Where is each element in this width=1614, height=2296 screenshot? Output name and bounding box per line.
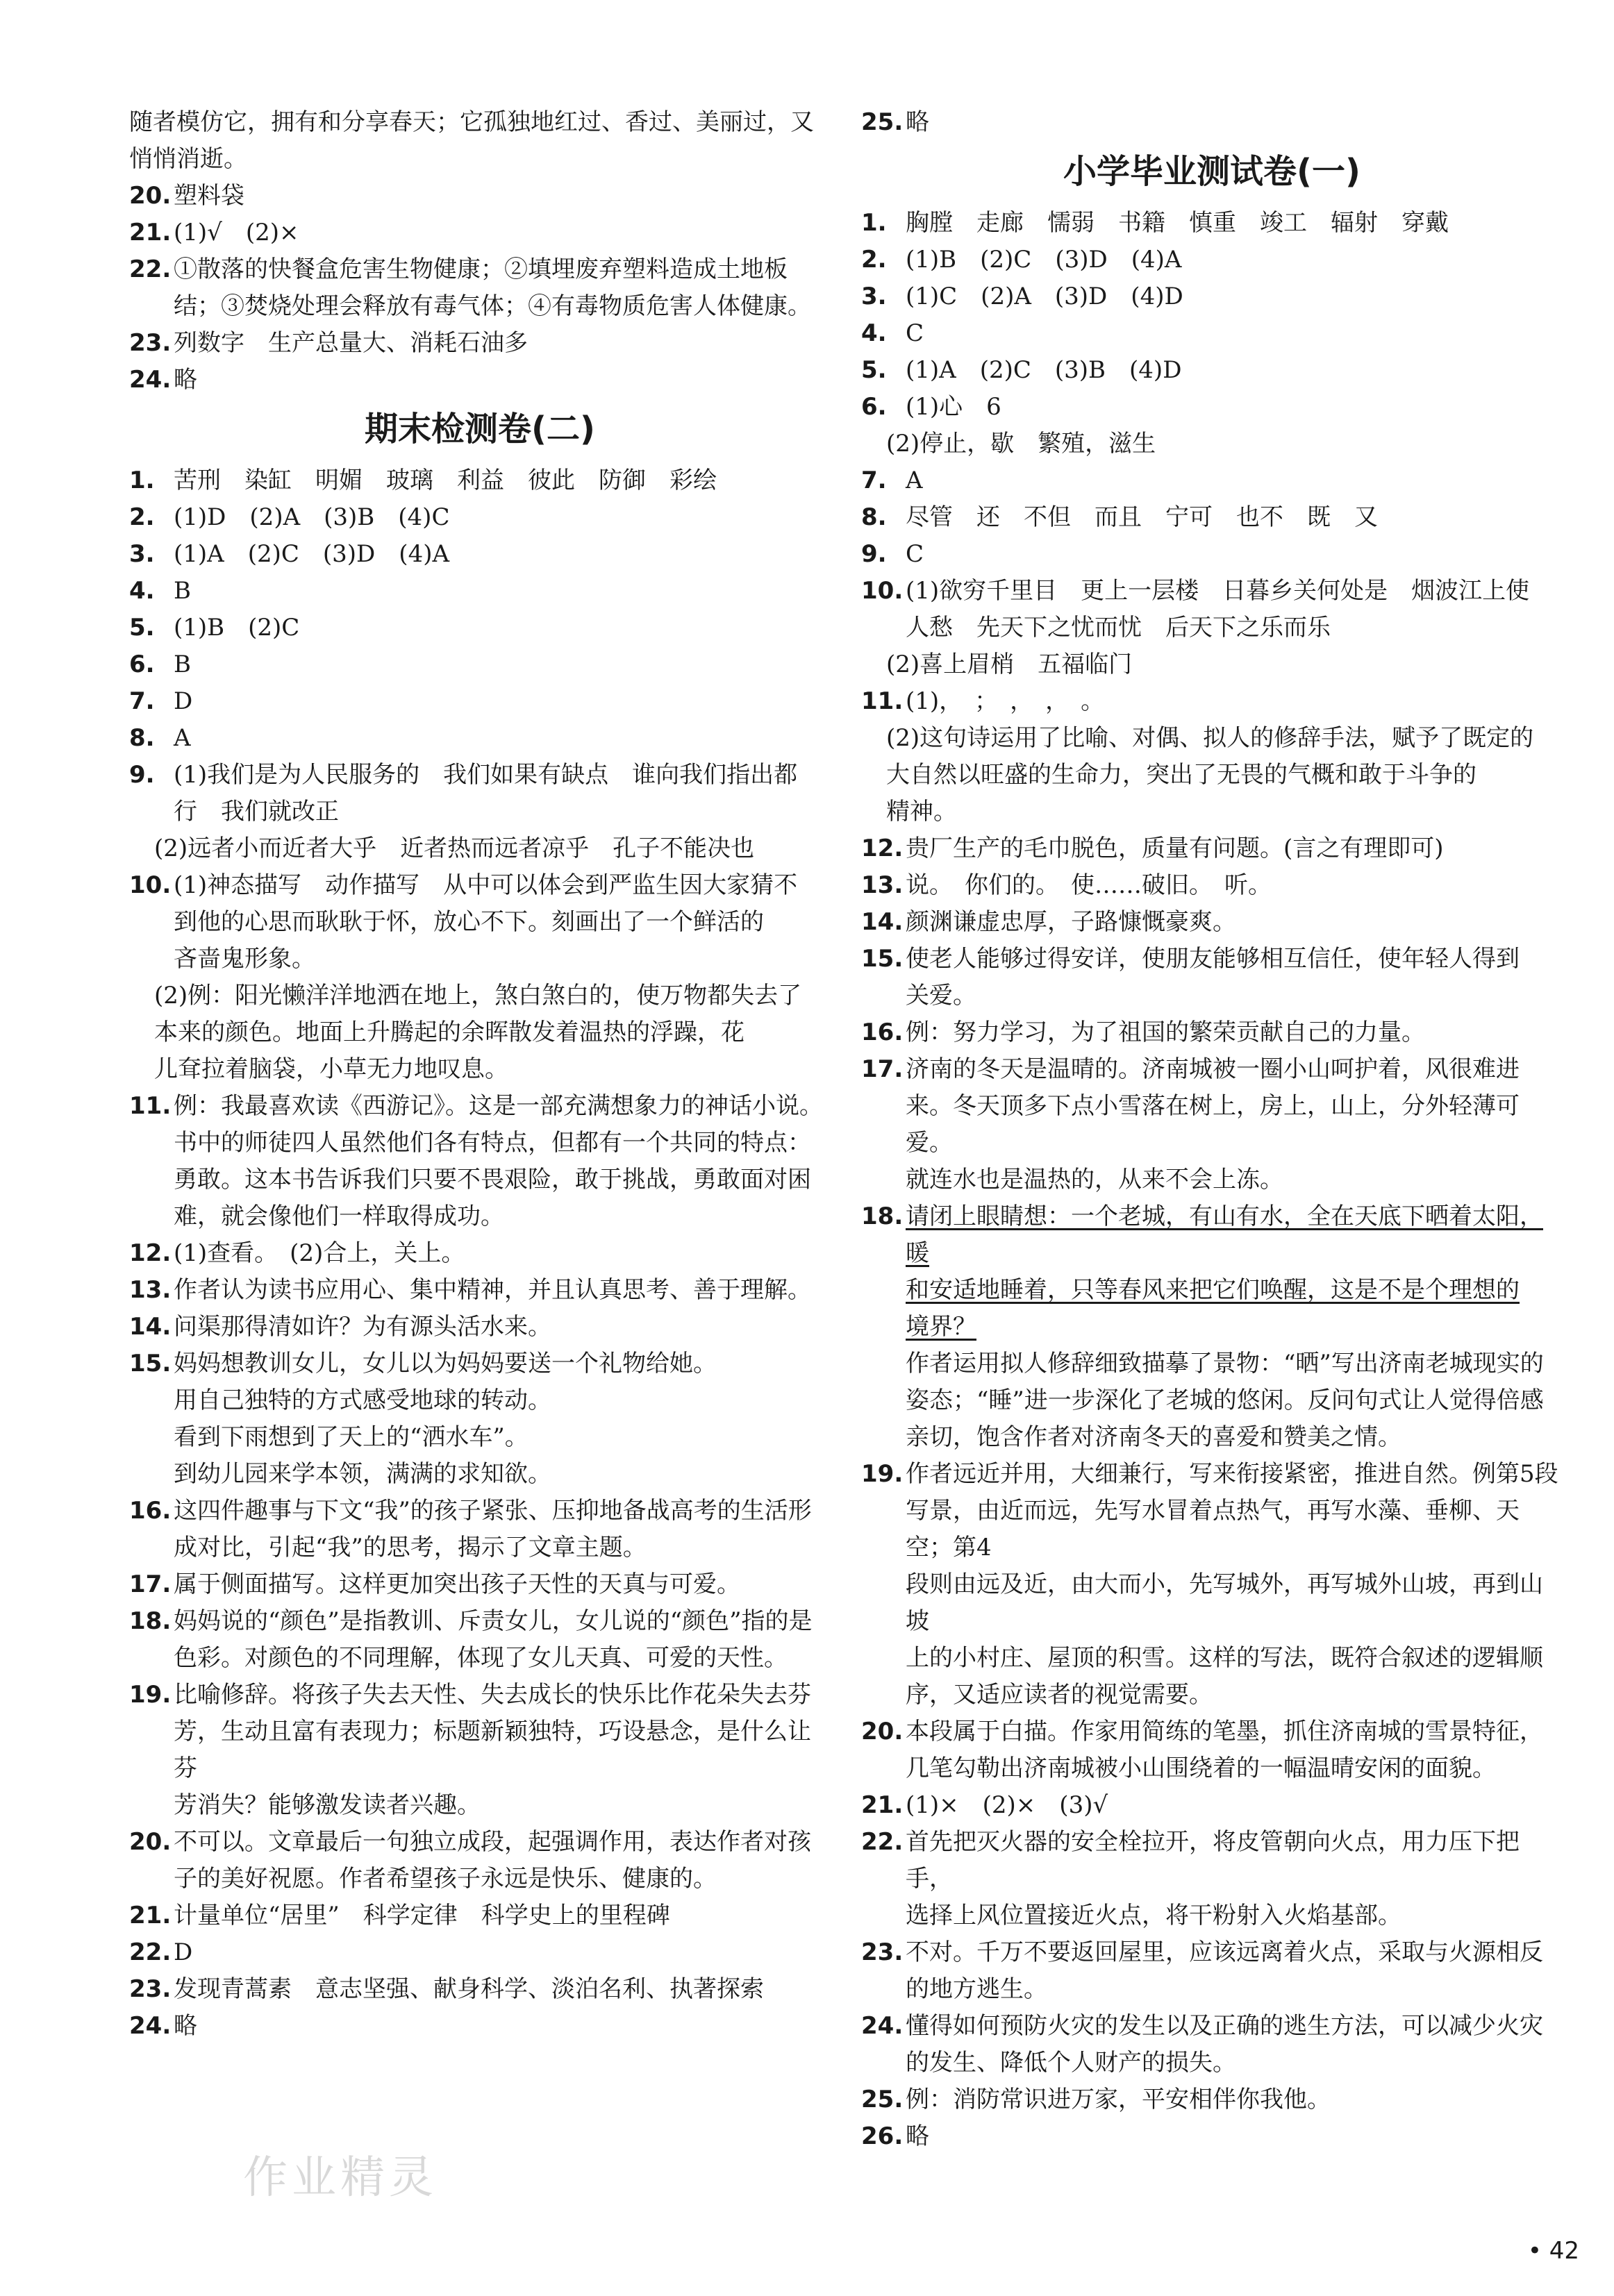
answer-item bbox=[129, 720, 831, 757]
answer-line: 略 bbox=[174, 2012, 197, 2040]
answer-item bbox=[129, 325, 831, 362]
answer-item bbox=[129, 1272, 831, 1309]
answer-item bbox=[129, 1824, 831, 1897]
answer-item bbox=[861, 1051, 1563, 1198]
answer-line: 胸膛 走廊 懦弱 书籍 慎重 竣工 辐射 穿戴 bbox=[906, 209, 1449, 237]
answer-line: 勇敢。这本书告诉我们只要不畏艰险，敢于挑战，勇敢面对困 bbox=[174, 1166, 811, 1193]
answer-line: 作者运用拟人修辞细致描摹了景物：“晒”写出济南老城现实的 bbox=[906, 1350, 1544, 1377]
continued-text bbox=[129, 104, 831, 178]
answer-line: 写景，由近而远，先写水冒着点热气，再写水藻、垂柳、天空；第4 bbox=[906, 1497, 1520, 1561]
question-number: 18. bbox=[129, 1607, 172, 1635]
answer-line: 精神。 bbox=[886, 798, 957, 826]
answer-item bbox=[861, 573, 1563, 683]
question-number: 6. bbox=[129, 651, 155, 678]
answer-item bbox=[129, 251, 831, 325]
answer-line: (1)我们是为人民服务的 我们如果有缺点 谁向我们指出都 bbox=[174, 761, 798, 789]
question-number: 2. bbox=[861, 246, 887, 274]
answer-line: (1)欲穷千里目 更上一层楼 日暮乡关何处是 烟波江上使 bbox=[906, 577, 1530, 605]
answer-line: 贵厂生产的毛巾脱色，质量有问题。(言之有理即可) bbox=[906, 835, 1444, 862]
answer-item bbox=[861, 1456, 1563, 1713]
question-number: 18. bbox=[861, 1203, 904, 1230]
answer-line: (1)心 6 bbox=[906, 393, 1001, 421]
section-title-final-exam-2: 期末检测卷(二) bbox=[365, 410, 595, 449]
sub-answer bbox=[886, 720, 1563, 830]
answer-item bbox=[861, 2008, 1563, 2081]
question-number: 14. bbox=[129, 1313, 172, 1341]
answer-line: (2)例：阳光懒洋洋地洒在地上，煞白煞白的，使万物都失去了 bbox=[154, 982, 802, 1009]
answer-line: 序，又适应读者的视觉需要。 bbox=[906, 1681, 1213, 1709]
question-number: 11. bbox=[129, 1092, 172, 1120]
answer-item bbox=[861, 205, 1563, 242]
answer-line: 和安适地睡着，只等春风来把它们唤醒，这是不是个理想的 bbox=[906, 1276, 1520, 1304]
question-number: 10. bbox=[129, 871, 172, 899]
answer-line: 结；③焚烧处理会释放有毒气体；④有毒物质危害人体健康。 bbox=[174, 292, 811, 320]
answer-item bbox=[129, 1235, 831, 1272]
answer-item bbox=[861, 389, 1563, 462]
answer-line: 人愁 先天下之忧而忧 后天下之乐而乐 bbox=[906, 614, 1331, 642]
question-number: 13. bbox=[861, 871, 904, 899]
answer-line: 来。冬天顶多下点小雪落在树上，房上，山上，分外轻薄可爱。 bbox=[906, 1092, 1520, 1157]
right-column bbox=[861, 104, 1563, 2155]
answer-line: ①散落的快餐盒危害生物健康；②填埋废弃塑料造成土地板 bbox=[174, 255, 788, 283]
answer-item bbox=[129, 2008, 831, 2045]
answer-line: 尽管 还 不但 而且 宁可 也不 既 又 bbox=[906, 503, 1378, 531]
sub-answer bbox=[886, 426, 1563, 462]
answer-item bbox=[861, 278, 1563, 315]
answer-line: 苦刑 染缸 明媚 玻璃 利益 彼此 防御 彩绘 bbox=[174, 467, 717, 494]
question-number: 3. bbox=[861, 283, 887, 310]
answer-line: B bbox=[174, 651, 191, 678]
answer-line: (1)， ； ， ， 。 bbox=[906, 687, 1105, 715]
answer-line: 成对比，引起“我”的思考，揭示了文章主题。 bbox=[174, 1534, 647, 1561]
answer-item bbox=[861, 830, 1563, 867]
continued-line: 随者模仿它，拥有和分享春天；它孤独地红过、香过、美丽过，又 bbox=[129, 108, 814, 136]
answer-item bbox=[861, 1198, 1563, 1456]
answer-item bbox=[129, 1493, 831, 1566]
answer-item bbox=[129, 1566, 831, 1603]
answer-line: 儿耷拉着脑袋，小草无力地叹息。 bbox=[154, 1055, 508, 1083]
question-number: 22. bbox=[129, 1938, 172, 1966]
question-number: 21. bbox=[129, 1902, 172, 1929]
answer-item bbox=[129, 867, 831, 1088]
answer-line: 本段属于白描。作家用简练的笔墨，抓住济南城的雪景特征， bbox=[906, 1718, 1543, 1745]
question-number: 25. bbox=[861, 108, 904, 136]
question-number: 22. bbox=[129, 255, 172, 283]
question-number: 1. bbox=[129, 467, 155, 494]
previous-answers bbox=[129, 178, 831, 399]
question-number: 7. bbox=[129, 687, 155, 715]
previous-answers bbox=[861, 104, 1563, 141]
answer-line: 到他的心思而耿耿于怀，放心不下。刻画出了一个鲜活的 bbox=[174, 908, 764, 936]
answer-line: 大自然以旺盛的生命力，突出了无畏的气概和敢于斗争的 bbox=[886, 761, 1476, 789]
answer-item bbox=[861, 867, 1563, 904]
sub-answer bbox=[154, 830, 831, 867]
answer-item bbox=[861, 536, 1563, 573]
answer-line: C bbox=[906, 319, 924, 347]
answer-line: 作者远近并用，大细兼行，写来衔接紧密，推进自然。例第5段 bbox=[906, 1460, 1558, 1488]
answer-line: 到幼儿园来学本领，满满的求知欲。 bbox=[174, 1460, 551, 1488]
answer-item bbox=[129, 1677, 831, 1824]
answer-item bbox=[861, 904, 1563, 941]
answer-item bbox=[129, 757, 831, 867]
question-number: 8. bbox=[129, 724, 155, 752]
answer-item bbox=[129, 1346, 831, 1493]
answer-line: (1)D (2)A (3)B (4)C bbox=[174, 503, 450, 531]
question-number: 12. bbox=[861, 835, 904, 862]
answer-line: 选择上风位置接近火点，将干粉射入火焰基部。 bbox=[906, 1902, 1401, 1929]
answer-line: 使老人能够过得安详，使朋友能够相互信任，使年轻人得到 bbox=[906, 945, 1520, 973]
answer-line: 几笔勾勒出济南城被小山围绕着的一幅温晴安闲的面貌。 bbox=[906, 1754, 1496, 1782]
question-number: 26. bbox=[861, 2122, 904, 2150]
answer-item bbox=[861, 315, 1563, 352]
answer-line: (2)远者小而近者大乎 近者热而远者凉乎 孔子不能决也 bbox=[154, 835, 755, 862]
answer-line: 芳消失？能够激发读者兴趣。 bbox=[174, 1791, 481, 1819]
question-number: 21. bbox=[861, 1791, 904, 1819]
question-number: 16. bbox=[129, 1497, 172, 1525]
answer-line: 妈妈说的“颜色”是指教训、斥责女儿，女儿说的“颜色”指的是 bbox=[174, 1607, 813, 1635]
answer-line: 不可以。文章最后一句独立成段，起强调作用，表达作者对孩 bbox=[174, 1828, 811, 1856]
answer-line: 色彩。对颜色的不同理解，体现了女儿天真、可爱的天性。 bbox=[174, 1644, 788, 1672]
answer-line: (1)√ (2)× bbox=[174, 219, 299, 246]
answer-line: C bbox=[906, 540, 924, 568]
answer-item bbox=[861, 1713, 1563, 1787]
sub-answer bbox=[154, 978, 831, 1088]
question-number: 22. bbox=[861, 1828, 904, 1856]
question-number: 9. bbox=[861, 540, 887, 568]
answer-item bbox=[129, 215, 831, 251]
answer-item bbox=[861, 1014, 1563, 1051]
question-number: 17. bbox=[861, 1055, 904, 1083]
answer-line: 作者认为读书应用心、集中精神，并且认真思考、善于理解。 bbox=[174, 1276, 811, 1304]
answer-item bbox=[861, 2081, 1563, 2118]
question-number: 20. bbox=[861, 1718, 904, 1745]
answer-item bbox=[129, 683, 831, 720]
answer-item bbox=[129, 499, 831, 536]
answer-line: 妈妈想教训女儿，女儿以为妈妈要送一个礼物给她。 bbox=[174, 1350, 717, 1377]
question-number: 25. bbox=[861, 2086, 904, 2113]
question-number: 24. bbox=[861, 2012, 904, 2040]
answer-line: 芳，生动且富有表现力；标题新颖独特，巧设悬念，是什么让芬 bbox=[174, 1718, 811, 1782]
answer-item bbox=[861, 1934, 1563, 2008]
answer-item bbox=[129, 646, 831, 683]
answer-item bbox=[129, 462, 831, 499]
answer-line: 书中的师徒四人虽然他们各有特点，但都有一个共同的特点： bbox=[174, 1129, 811, 1157]
answer-item bbox=[861, 104, 1563, 141]
answer-line: (1)A (2)C (3)B (4)D bbox=[906, 356, 1182, 384]
question-number: 24. bbox=[129, 366, 172, 394]
question-number: 10. bbox=[861, 577, 904, 605]
answer-line: A bbox=[174, 724, 191, 752]
question-number: 23. bbox=[861, 1938, 904, 1966]
answer-line: 例：努力学习，为了祖国的繁荣贡献自己的力量。 bbox=[906, 1019, 1425, 1046]
answer-item bbox=[129, 362, 831, 399]
answer-item bbox=[129, 1603, 831, 1677]
question-number: 3. bbox=[129, 540, 155, 568]
question-number: 5. bbox=[129, 614, 155, 642]
answer-list bbox=[861, 205, 1563, 2155]
question-number: 11. bbox=[861, 687, 904, 715]
answer-line: 的地方逃生。 bbox=[906, 1975, 1047, 2003]
answer-item bbox=[129, 1971, 831, 2008]
question-number: 2. bbox=[129, 503, 155, 531]
question-number: 14. bbox=[861, 908, 904, 936]
question-number: 9. bbox=[129, 761, 155, 789]
answer-item bbox=[861, 242, 1563, 278]
answer-line: 亲切，饱含作者对济南冬天的喜爱和赞美之情。 bbox=[906, 1423, 1401, 1451]
answer-line: (1)查看。 (2)合上，关上。 bbox=[174, 1239, 465, 1267]
answer-item bbox=[129, 573, 831, 610]
question-number: 23. bbox=[129, 1975, 172, 2003]
answer-line: (1)B (2)C (3)D (4)A bbox=[906, 246, 1182, 274]
left-column bbox=[129, 104, 831, 2045]
question-number: 20. bbox=[129, 182, 172, 210]
answer-line: (2)这句诗运用了比喻、对偶、拟人的修辞手法，赋予了既定的 bbox=[886, 724, 1534, 752]
question-number: 4. bbox=[861, 319, 887, 347]
answer-line: 略 bbox=[906, 108, 929, 136]
answer-line: B bbox=[174, 577, 191, 605]
answer-line: 这四件趣事与下文“我”的孩子紧张、压抑地备战高考的生活形 bbox=[174, 1497, 812, 1525]
question-number: 16. bbox=[861, 1019, 904, 1046]
section-title-graduation-test-1: 小学毕业测试卷(一) bbox=[1063, 152, 1361, 191]
question-number: 8. bbox=[861, 503, 887, 531]
question-number: 21. bbox=[129, 219, 172, 246]
answer-item bbox=[129, 1897, 831, 1934]
answer-line: 颜渊谦虚忠厚，子路慷慨豪爽。 bbox=[906, 908, 1236, 936]
answer-line: (1)B (2)C bbox=[174, 614, 300, 642]
question-number: 20. bbox=[129, 1828, 172, 1856]
answer-line: 比喻修辞。将孩子失去天性、失去成长的快乐比作花朵失去芬 bbox=[174, 1681, 811, 1709]
answer-line: 不对。千万不要返回屋里，应该远离着火点，采取与火源相反 bbox=[906, 1938, 1543, 1966]
answer-line: D bbox=[174, 1938, 193, 1966]
answer-item bbox=[861, 499, 1563, 536]
answer-line: 上的小村庄、屋顶的积雪。这样的写法，既符合叙述的逻辑顺 bbox=[906, 1644, 1543, 1672]
answer-line: 姿态；“睡”进一步深化了老城的悠闲。反问句式让人觉得倍感 bbox=[906, 1386, 1544, 1414]
answer-line: (2)喜上眉梢 五福临门 bbox=[886, 651, 1133, 678]
answer-item bbox=[861, 1824, 1563, 1934]
answer-line: 例：我最喜欢读《西游记》。这是一部充满想象力的神话小说。 bbox=[174, 1092, 823, 1120]
answer-line: 列数字 生产总量大、消耗石油多 bbox=[174, 329, 528, 357]
question-number: 4. bbox=[129, 577, 155, 605]
answer-line: 首先把灭火器的安全栓拉开，将皮管朝向火点，用力压下把手， bbox=[906, 1828, 1520, 1893]
page-number: • 42 bbox=[1527, 2237, 1579, 2265]
answer-line: 本来的颜色。地面上升腾起的余晖散发着温热的浮躁，花 bbox=[154, 1019, 744, 1046]
answer-item bbox=[861, 1787, 1563, 1824]
answer-line: D bbox=[174, 687, 193, 715]
answer-line: 例：消防常识进万家，平安相伴你我他。 bbox=[906, 2086, 1331, 2113]
question-number: 24. bbox=[129, 2012, 172, 2040]
answer-list bbox=[129, 462, 831, 2045]
question-number: 13. bbox=[129, 1276, 172, 1304]
answer-item bbox=[861, 462, 1563, 499]
answer-item bbox=[861, 352, 1563, 389]
question-number: 6. bbox=[861, 393, 887, 421]
answer-line: (1)A (2)C (3)D (4)A bbox=[174, 540, 450, 568]
answer-line: (1)× (2)× (3)√ bbox=[906, 1791, 1108, 1819]
answer-line: A bbox=[906, 467, 923, 494]
question-number: 7. bbox=[861, 467, 887, 494]
answer-item bbox=[861, 683, 1563, 830]
answer-line: 说。 你们的。 使……破旧。 听。 bbox=[906, 871, 1272, 899]
answer-line: 难，就会像他们一样取得成功。 bbox=[174, 1203, 504, 1230]
answer-line: 段则由远及近，由大而小，先写城外，再写城外山坡，再到山坡 bbox=[906, 1570, 1543, 1635]
answer-item bbox=[129, 610, 831, 646]
answer-item bbox=[129, 1309, 831, 1346]
question-number: 12. bbox=[129, 1239, 172, 1267]
answer-line: 关爱。 bbox=[906, 982, 976, 1009]
answer-line: (2)停止，歇 繁殖，滋生 bbox=[886, 430, 1156, 458]
answer-line: 就连水也是温热的，从来不会上冻。 bbox=[906, 1166, 1283, 1193]
question-number: 19. bbox=[861, 1460, 904, 1488]
question-number: 15. bbox=[861, 945, 904, 973]
answer-item bbox=[861, 2118, 1563, 2155]
answer-line: 请闭上眼睛想：一个老城，有山有水，全在天底下晒着太阳，暖 bbox=[906, 1203, 1543, 1267]
answer-line: 略 bbox=[174, 366, 197, 394]
question-number: 5. bbox=[861, 356, 887, 384]
answer-item bbox=[129, 178, 831, 215]
answer-line: 行 我们就改正 bbox=[174, 798, 339, 826]
answer-item bbox=[129, 536, 831, 573]
watermark: 作业精灵 bbox=[243, 2152, 438, 2204]
answer-item bbox=[129, 1934, 831, 1971]
answer-line: 吝啬鬼形象。 bbox=[174, 945, 315, 973]
question-number: 15. bbox=[129, 1350, 172, 1377]
answer-line: 问渠那得清如许？为有源头活水来。 bbox=[174, 1313, 551, 1341]
answer-line: 发现青蒿素 意志坚强、献身科学、淡泊名利、执著探索 bbox=[174, 1975, 764, 2003]
continued-line: 悄悄消逝。 bbox=[129, 145, 247, 173]
answer-line: 塑料袋 bbox=[174, 182, 244, 210]
answer-line: 看到下雨想到了天上的“洒水车”。 bbox=[174, 1423, 529, 1451]
question-number: 17. bbox=[129, 1570, 172, 1598]
answer-line: 懂得如何预防火灾的发生以及正确的逃生方法，可以减少火灾 bbox=[906, 2012, 1543, 2040]
answer-item bbox=[861, 941, 1563, 1014]
question-number: 19. bbox=[129, 1681, 172, 1709]
answer-line: 子的美好祝愿。作者希望孩子永远是快乐、健康的。 bbox=[174, 1865, 717, 1893]
question-number: 23. bbox=[129, 329, 172, 357]
answer-line: 的发生、降低个人财产的损失。 bbox=[906, 2049, 1236, 2077]
answer-line: 境界？ bbox=[906, 1313, 976, 1341]
answer-line: 用自己独特的方式感受地球的转动。 bbox=[174, 1386, 551, 1414]
answer-line: 略 bbox=[906, 2122, 929, 2150]
question-number: 1. bbox=[861, 209, 887, 237]
answer-line: 济南的冬天是温晴的。济南城被一圈小山呵护着，风很难进 bbox=[906, 1055, 1520, 1083]
answer-line: 计量单位“居里” 科学定律 科学史上的里程碑 bbox=[174, 1902, 670, 1929]
answer-item bbox=[129, 1088, 831, 1235]
answer-line: 属于侧面描写。这样更加突出孩子天性的天真与可爱。 bbox=[174, 1570, 740, 1598]
sub-answer bbox=[886, 646, 1563, 683]
answer-line: (1)C (2)A (3)D (4)D bbox=[906, 283, 1183, 310]
answer-line: (1)神态描写 动作描写 从中可以体会到严监生因大家猜不 bbox=[174, 871, 798, 899]
